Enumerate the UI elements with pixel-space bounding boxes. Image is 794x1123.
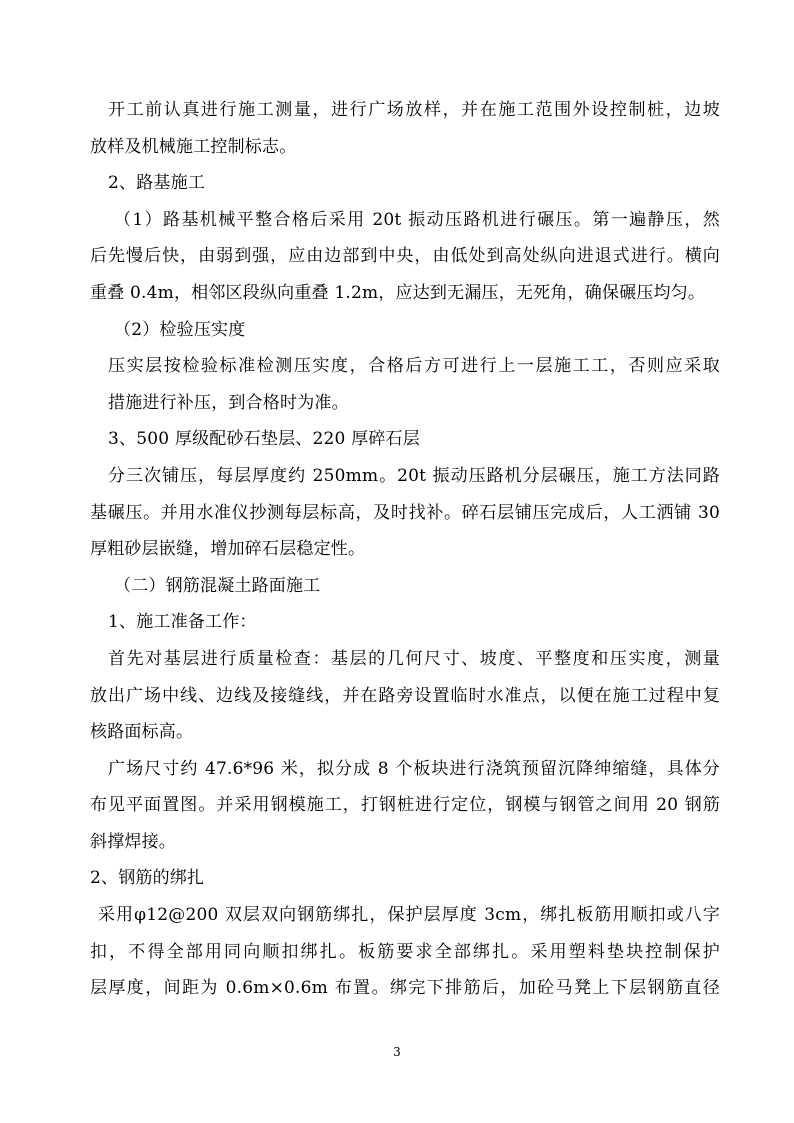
text-line: 采用φ12@200 双层双向钢筋绑扎，保护层厚度 3cm，绑扎板筋用顺扣或八字 [98,905,720,926]
text-line: 压实层按检验标准检测压实度，合格后方可进行上一层施工工，否则应采取 [108,356,720,377]
section-heading: （二）钢筋混凝土路面施工 [114,575,321,596]
text-line: 斜撑焊接。 [90,831,176,852]
text-line: 核路面标高。 [90,722,194,743]
text-line: 分三次铺压，每层厚度约 250mm。20t 振动压路机分层碾压，施工方法同路 [108,465,720,486]
text-line: 厚粗砂层嵌缝，增加碎石层稳定性。 [90,539,366,560]
text-line: 首先对基层进行质量检查：基层的几何尺寸、坡度、平整度和压实度，测量 [108,648,720,669]
text-line: 广场尺寸约 47.6*96 米，拟分成 8 个板块进行浇筑预留沉降绅缩缝，具体分 [108,758,720,779]
section-heading: 1、施工准备工作： [108,612,257,633]
section-heading: 2、钢筋的绑扎 [90,868,205,889]
text-line: 布见平面置图。并采用钢模施工，打钢桩进行定位，钢模与钢管之间用 20 钢筋 [90,795,720,816]
text-line: 放样及机械施工控制标志。 [90,136,297,157]
text-line: 放出广场中线、边线及接缝线，并在路旁设置临时水准点，以便在施工过程中复 [90,685,720,706]
section-heading: 3、500 厚级配砂石垫层、220 厚碎石层 [108,429,420,450]
text-line: 层厚度，间距为 0.6m×0.6m 布置。绑完下排筋后，加砼马凳上下层钢筋直径 [90,978,720,999]
text-line: （1）路基机械平整合格后采用 20t 振动压路机进行碾压。第一遍静压，然 [114,209,720,230]
document-body [90,92,720,1007]
text-line: 后先慢后快，由弱到强，应由边部到中央，由低处到高处纵向进退式进行。横向 [90,246,720,267]
text-line: 措施进行补压，到合格时为准。 [108,392,349,413]
section-heading: 2、路基施工 [108,173,206,194]
text-line: 扣，不得全部用同向顺扣绑扎。板筋要求全部绑扎。采用塑料垫块控制保护 [90,941,720,962]
text-line: 开工前认真进行施工测量，进行广场放样，并在施工范围外设控制桩，边坡 [108,100,720,120]
page-number: 3 [393,1045,401,1059]
text-line: 重叠 0.4m，相邻区段纵向重叠 1.2m，应达到无漏压，无死角，确保碾压均匀。 [90,282,706,303]
section-heading: （2）检验压实度 [114,319,246,340]
text-line: 基碾压。并用水准仪抄测每层标高，及时找补。碎石层铺压完成后，人工洒铺 30 [90,502,720,523]
